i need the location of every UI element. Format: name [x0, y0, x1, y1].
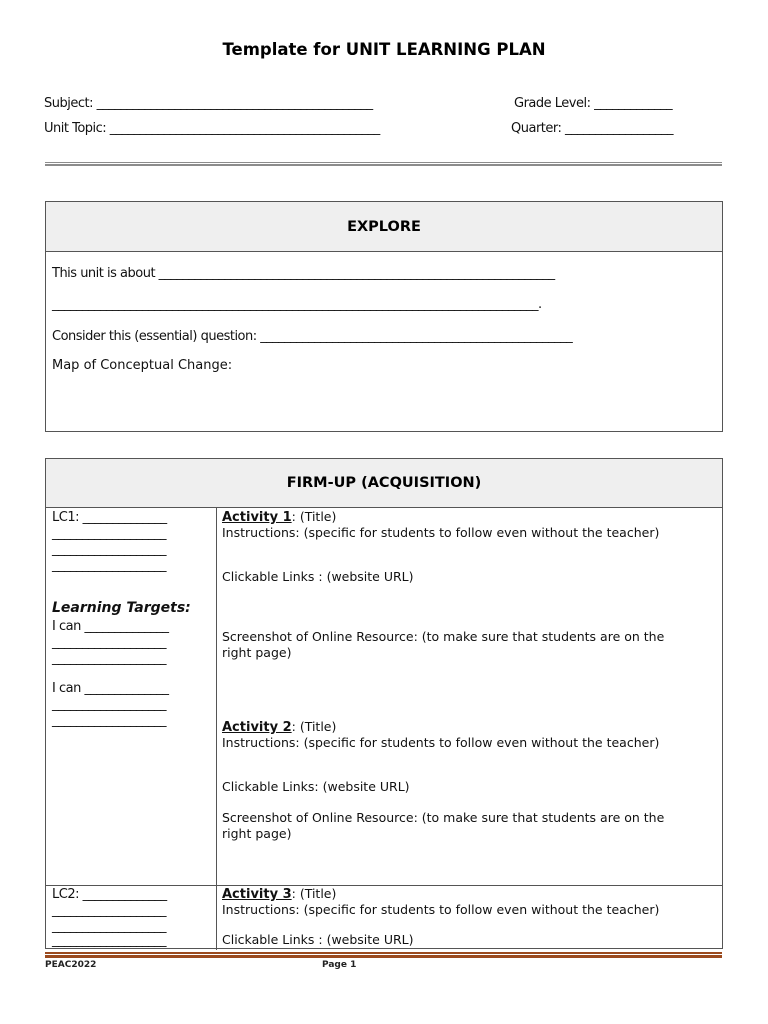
activity2-screenshot: Screenshot of Online Resource: (to make sure that students are on the [222, 810, 665, 825]
activity1-screenshot-cont: right page) [222, 645, 292, 660]
lc1-blank: ___________________ [52, 542, 166, 557]
document-title: Template for UNIT LEARNING PLAN [222, 40, 546, 59]
explore-section [45, 201, 723, 432]
ican-line: I can ______________ [52, 619, 169, 634]
activity3-instructions: Instructions: (specific for students to follow even without the teacher) [222, 902, 660, 917]
lc2-blank: ___________________ [52, 903, 166, 918]
ican-blank: ___________________ [52, 713, 166, 728]
ican-blank: ___________________ [52, 697, 166, 712]
activity2-title [222, 719, 336, 736]
ican-blank: ___________________ [52, 651, 166, 666]
ican-blank: ___________________ [52, 635, 166, 650]
lc2-blank: ___________________ [52, 919, 166, 934]
footer-rule [45, 952, 722, 954]
activity1-links: Clickable Links : (website URL) [222, 569, 414, 584]
explore-heading: EXPLORE [46, 202, 722, 252]
activity2-instructions: Instructions: (specific for students to follow even without the teacher) [222, 735, 660, 750]
subject-field: Subject: ______________________________________________ [44, 96, 373, 111]
activity3-name: Activity 3 [222, 887, 292, 902]
essential-question-line: Consider this (essential) question: ____________________________________________________ [52, 329, 573, 344]
page-number: Page 1 [322, 960, 357, 970]
lc1-blank: ___________________ [52, 558, 166, 573]
firmup-section [45, 458, 723, 949]
grade-level-field: Grade Level: _____________ [514, 96, 673, 111]
activity2-screenshot-cont: right page) [222, 826, 292, 841]
unit-about-continuation: _________________________________________________________________________________. [52, 297, 542, 312]
activity2-links: Clickable Links: (website URL) [222, 779, 410, 794]
lc1-blank: ___________________ [52, 526, 166, 541]
header-rule-bottom [45, 164, 722, 166]
activity3-title-suffix: : (Title) [291, 886, 337, 901]
unit-about-line: This unit is about __________________________________________________________________ [52, 266, 555, 281]
ican-line: I can ______________ [52, 681, 169, 696]
activity1-title-suffix: : (Title) [291, 509, 337, 524]
activity2-title-suffix: : (Title) [291, 719, 337, 734]
lc1-label: LC1: ______________ [52, 510, 167, 525]
lc2-blank: ___________________ [52, 933, 166, 948]
conceptual-change-label: Map of Conceptual Change: [52, 358, 233, 373]
column-divider [216, 507, 217, 950]
firmup-heading: FIRM-UP (ACQUISITION) [46, 459, 722, 508]
lc2-label: LC2: ______________ [52, 887, 167, 902]
header-rule-top [45, 162, 722, 163]
quarter-field: Quarter: __________________ [511, 121, 674, 136]
activity1-screenshot: Screenshot of Online Resource: (to make sure that students are on the [222, 629, 665, 644]
activity1-title [222, 509, 336, 526]
activity3-links: Clickable Links : (website URL) [222, 932, 414, 947]
learning-targets-label: Learning Targets: [52, 600, 191, 616]
footer-code: PEAC2022 [45, 960, 97, 970]
activity2-name: Activity 2 [222, 720, 292, 735]
activity3-title [222, 886, 336, 903]
unit-topic-field: Unit Topic: _____________________________________________ [44, 121, 380, 136]
footer-rule [45, 955, 722, 958]
activity1-name: Activity 1 [222, 510, 292, 525]
activity1-instructions: Instructions: (specific for students to follow even without the teacher) [222, 525, 660, 540]
row-divider [46, 885, 722, 886]
